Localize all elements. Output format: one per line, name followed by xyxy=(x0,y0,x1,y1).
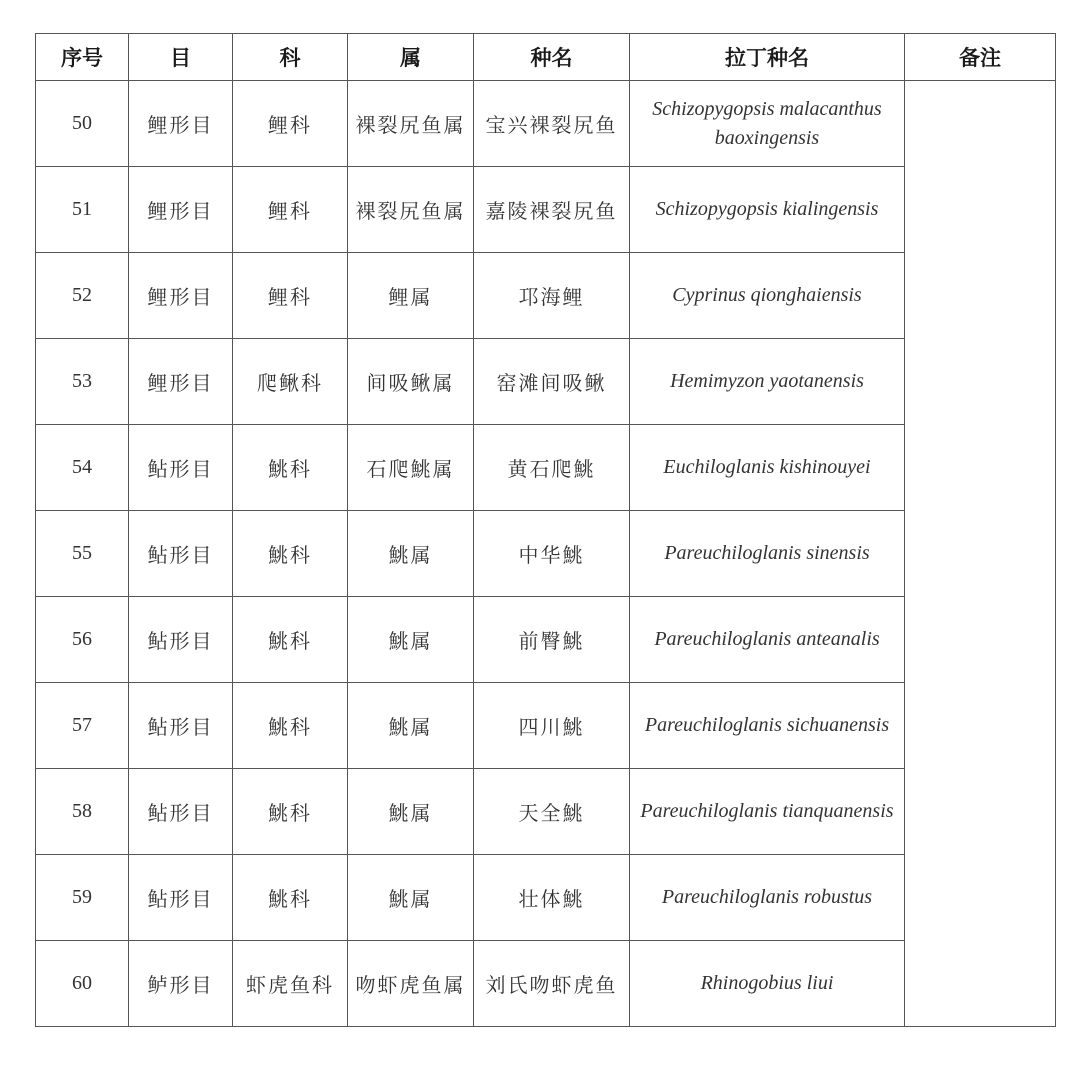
cell-latin-name xyxy=(630,769,905,855)
cell-remark xyxy=(905,81,1056,1027)
table-row xyxy=(36,81,1056,167)
cell-latin-name xyxy=(630,941,905,1027)
latin-name-text: Schizopygopsis kialingensis xyxy=(655,198,879,220)
cell-species-name: 嘉陵裸裂尻鱼 xyxy=(474,167,630,253)
latin-name-text: Pareuchiloglanis robustus xyxy=(661,886,873,908)
cell-genus: 鲤属 xyxy=(348,253,474,339)
cell-species-name: 壮体鮡 xyxy=(474,855,630,941)
cell-genus: 鮡属 xyxy=(348,511,474,597)
table-row xyxy=(36,597,1056,683)
latin-name-text: Pareuchiloglanis tianquanensis xyxy=(640,800,894,822)
table-row xyxy=(36,769,1056,855)
cell-index: 60 xyxy=(36,941,129,1027)
cell-index: 54 xyxy=(36,425,129,511)
cell-order: 鲤形目 xyxy=(129,339,233,425)
cell-family: 鲤科 xyxy=(233,253,348,339)
cell-order: 鲇形目 xyxy=(129,855,233,941)
cell-order: 鲇形目 xyxy=(129,597,233,683)
cell-latin-name xyxy=(630,855,905,941)
cell-order: 鲤形目 xyxy=(129,81,233,167)
cell-species-name: 中华鮡 xyxy=(474,511,630,597)
cell-index: 59 xyxy=(36,855,129,941)
cell-order: 鲇形目 xyxy=(129,425,233,511)
cell-order: 鲤形目 xyxy=(129,167,233,253)
cell-family: 鲤科 xyxy=(233,167,348,253)
cell-genus: 鮡属 xyxy=(348,683,474,769)
latin-name-text: Euchiloglanis kishinouyei xyxy=(663,456,871,478)
cell-index: 58 xyxy=(36,769,129,855)
cell-index: 50 xyxy=(36,81,129,167)
cell-family: 爬鳅科 xyxy=(233,339,348,425)
cell-family: 鲤科 xyxy=(233,81,348,167)
cell-family: 鮡科 xyxy=(233,683,348,769)
cell-latin-name xyxy=(630,597,905,683)
cell-index: 57 xyxy=(36,683,129,769)
cell-species-name: 邛海鲤 xyxy=(474,253,630,339)
cell-family: 鮡科 xyxy=(233,769,348,855)
cell-genus: 吻虾虎鱼属 xyxy=(348,941,474,1027)
cell-genus: 裸裂尻鱼属 xyxy=(348,167,474,253)
cell-species-name: 宝兴裸裂尻鱼 xyxy=(474,81,630,167)
cell-species-name: 前臀鮡 xyxy=(474,597,630,683)
table-row xyxy=(36,683,1056,769)
cell-genus: 裸裂尻鱼属 xyxy=(348,81,474,167)
cell-latin-name xyxy=(630,425,905,511)
table-row xyxy=(36,425,1056,511)
table-row xyxy=(36,511,1056,597)
cell-order: 鲇形目 xyxy=(129,769,233,855)
cell-family: 鮡科 xyxy=(233,597,348,683)
cell-latin-name xyxy=(630,683,905,769)
header-cell-species-name: 种名 xyxy=(474,34,630,81)
cell-latin-name xyxy=(630,167,905,253)
cell-order: 鲇形目 xyxy=(129,511,233,597)
cell-order: 鲤形目 xyxy=(129,253,233,339)
cell-order: 鲇形目 xyxy=(129,683,233,769)
species-table xyxy=(35,33,1056,1027)
latin-name-text: Schizopygopsis malacanthus baoxingensis xyxy=(652,97,882,149)
header-row xyxy=(36,34,1056,81)
cell-order: 鲈形目 xyxy=(129,941,233,1027)
table-row xyxy=(36,855,1056,941)
cell-index: 55 xyxy=(36,511,129,597)
latin-name-text: Cyprinus qionghaiensis xyxy=(672,284,862,306)
cell-index: 56 xyxy=(36,597,129,683)
header-cell-index: 序号 xyxy=(36,34,129,81)
latin-name-text: Pareuchiloglanis sinensis xyxy=(664,542,870,564)
cell-species-name: 黄石爬鮡 xyxy=(474,425,630,511)
cell-index: 52 xyxy=(36,253,129,339)
cell-species-name: 四川鮡 xyxy=(474,683,630,769)
cell-family: 鮡科 xyxy=(233,425,348,511)
cell-genus: 鮡属 xyxy=(348,769,474,855)
header-cell-latin-name: 拉丁种名 xyxy=(630,34,905,81)
cell-latin-name xyxy=(630,339,905,425)
cell-species-name: 刘氏吻虾虎鱼 xyxy=(474,941,630,1027)
cell-genus: 石爬鮡属 xyxy=(348,425,474,511)
cell-latin-name xyxy=(630,253,905,339)
cell-family: 鮡科 xyxy=(233,855,348,941)
cell-genus: 间吸鳅属 xyxy=(348,339,474,425)
cell-family: 鮡科 xyxy=(233,511,348,597)
table-row xyxy=(36,941,1056,1027)
cell-index: 53 xyxy=(36,339,129,425)
latin-name-text: Hemimyzon yaotanensis xyxy=(670,370,864,392)
cell-family: 虾虎鱼科 xyxy=(233,941,348,1027)
cell-species-name: 窑滩间吸鳅 xyxy=(474,339,630,425)
header-cell-family: 科 xyxy=(233,34,348,81)
latin-name-text: Rhinogobius liui xyxy=(700,972,834,994)
cell-latin-name xyxy=(630,511,905,597)
cell-index: 51 xyxy=(36,167,129,253)
cell-genus: 鮡属 xyxy=(348,855,474,941)
table-row xyxy=(36,253,1056,339)
header-cell-remark: 备注 xyxy=(905,34,1056,81)
table-row xyxy=(36,339,1056,425)
latin-name-text: Pareuchiloglanis anteanalis xyxy=(654,628,880,650)
cell-genus: 鮡属 xyxy=(348,597,474,683)
header-cell-genus: 属 xyxy=(348,34,474,81)
latin-name-text: Pareuchiloglanis sichuanensis xyxy=(644,714,890,736)
cell-latin-name xyxy=(630,81,905,167)
header-cell-order: 目 xyxy=(129,34,233,81)
table-row xyxy=(36,167,1056,253)
cell-species-name: 天全鮡 xyxy=(474,769,630,855)
